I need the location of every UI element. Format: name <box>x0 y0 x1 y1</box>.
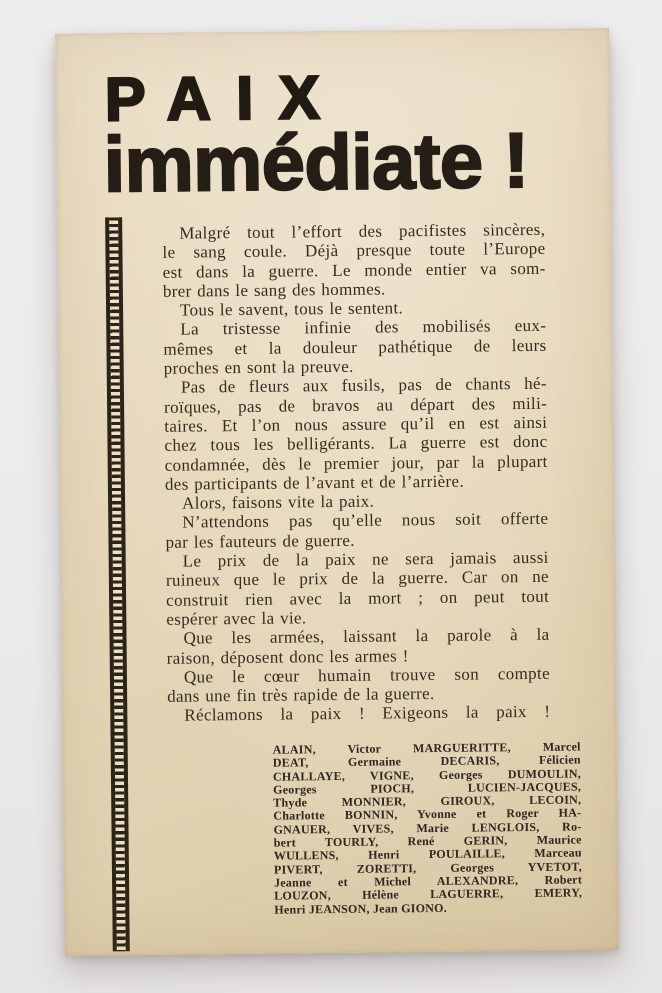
body-line: Tous le savent, tous le sentent. <box>179 298 404 320</box>
body-line: Que les armées, laissant la parole à la <box>183 625 550 648</box>
signatory-line: GNAUER, VIVES, Marie LENGLOIS, Ro- <box>273 819 582 837</box>
signatory-line: Charlotte BONNIN, Yvonne et Roger HA- <box>273 805 582 824</box>
body-line: Réclamons la paix ! Exigeons la paix ! <box>184 702 551 726</box>
body-line: N’attendons pas qu’elle nous soit offerte <box>182 509 549 533</box>
body-line: Le prix de la paix ne sera jamais aussi <box>182 547 549 571</box>
body-line: par les fauteurs de guerre. <box>165 530 355 552</box>
body-line: roïques, pas de bravos au départ des mili- <box>164 393 548 417</box>
body-line: des participants de l’avant et de l’arrière. <box>164 471 465 494</box>
body-line: proches en sont la preuve. <box>163 356 354 378</box>
signatory-line: ALAIN, Victor MARGUERITTE, Marcel <box>272 739 581 757</box>
body-line: condamnée, dès le premier jour, par la plupart <box>164 451 548 475</box>
signatory-line: bert TOURLY, René GERIN, Maurice <box>273 832 582 850</box>
body-line: raison, déposent donc les armes ! <box>166 645 409 668</box>
signatory-line: WULLENS, Henri POULAILLE, Marceau <box>273 845 582 864</box>
signatory-line: Thyde MONNIER, GIROUX, LECOIN, <box>273 792 582 810</box>
body-line: Pas de fleurs aux fusils, pas de chants hé- <box>180 374 547 398</box>
body-line: La tristesse infinie des mobilisés eux- <box>180 316 547 340</box>
body-line: taires. Et l’on nous assure qu’il en est ainsi <box>164 412 548 436</box>
body-line: chez tous les belligérants. La guerre est donc <box>164 432 548 456</box>
striped-rule-ornament <box>105 217 130 951</box>
page-title: PAIX <box>104 62 346 134</box>
body-line: ruineux que le prix de la guerre. Car on ne <box>165 567 549 591</box>
body-line: est dans la guerre. Le monde entier va som- <box>162 258 546 282</box>
body-line: Malgré tout l’effort des pacifistes sincères, <box>179 219 546 243</box>
signatory-line: Georges PIOCH, LUCIEN-JACQUES, <box>273 779 582 797</box>
body-line: Que le cœur humain trouve son compte <box>183 663 551 687</box>
signatory-line: PIVERT, ZORETTI, Georges YVETOT, <box>273 859 583 877</box>
body-line: construit rien avec la mort ; on peut tout <box>166 586 550 610</box>
body-line: mêmes et la douleur pathétique de leurs <box>163 335 547 359</box>
signatory-line: CHALLAYE, VIGNE, Georges DUMOULIN, <box>272 766 582 784</box>
body-line: espérer avec la vie. <box>166 608 307 629</box>
body-text <box>162 220 550 726</box>
signatory-line: Henri JEANSON, Jean GIONO. <box>274 900 448 917</box>
body-line: brer dans le sang des hommes. <box>162 279 386 301</box>
signatories-list <box>273 740 583 916</box>
signatory-line: Jeanne et Michel ALEXANDRE, Robert <box>274 872 583 890</box>
body-line: Alors, faisons vite la paix. <box>182 491 375 513</box>
body-line: dans une fin très rapide de la guerre. <box>167 684 435 706</box>
leaflet <box>55 28 619 956</box>
signatory-line: LOUZON, Hélène LAGUERRE, EMERY, <box>274 885 583 903</box>
signatory-line: DEAT, Germaine DECARIS, Félicien <box>272 752 581 770</box>
page-subtitle: immédiate ! <box>103 115 529 209</box>
body-line: le sang coule. Déjà presque toute l’Europe <box>162 239 546 263</box>
